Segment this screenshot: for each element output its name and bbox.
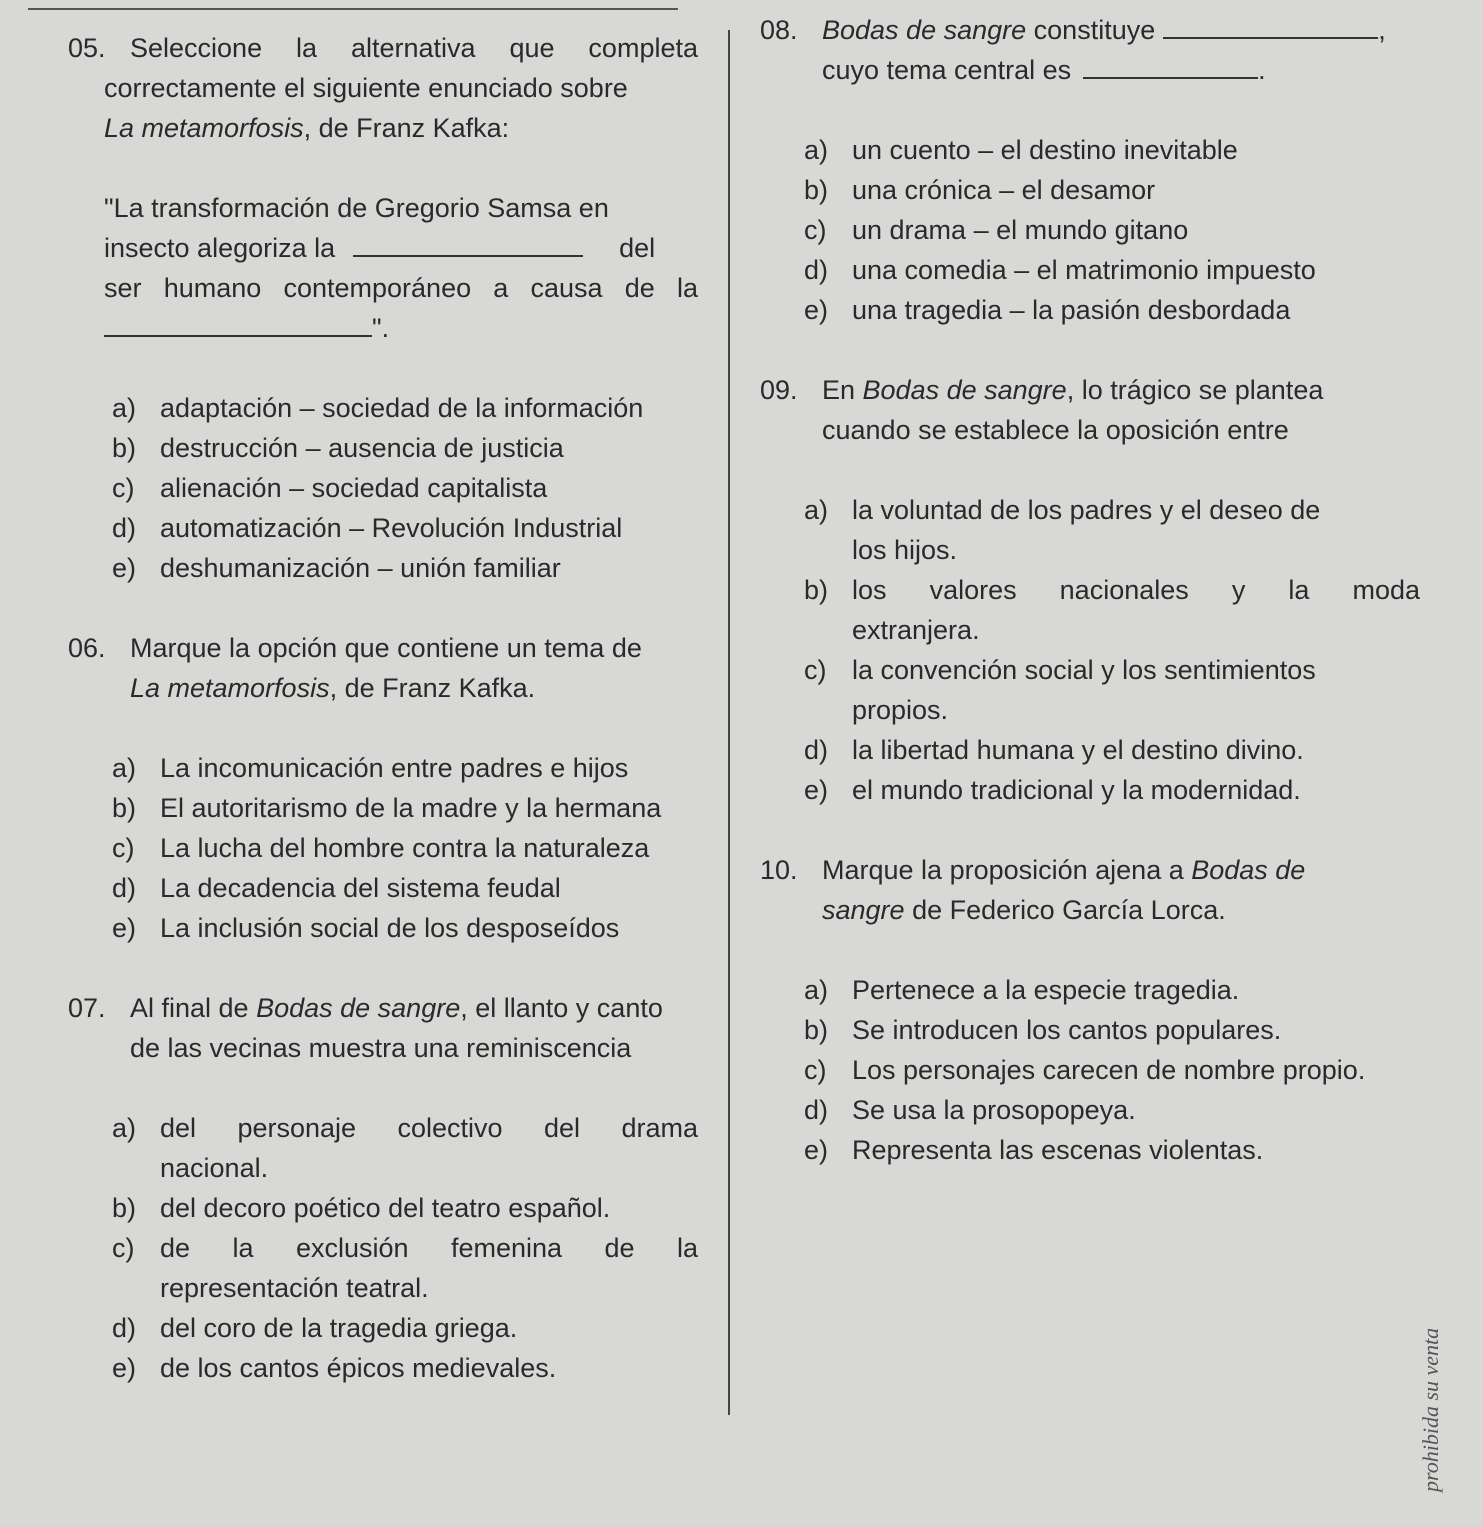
option-d[interactable] bbox=[68, 508, 698, 548]
question-number: 09. bbox=[760, 375, 798, 405]
work-author: , de Franz Kafka. bbox=[329, 673, 536, 703]
option-text: Se introducen los cantos populares. bbox=[852, 1015, 1282, 1045]
stem-text: , el llanto y canto bbox=[460, 993, 663, 1023]
work-title: Bodas de sangre bbox=[822, 15, 1027, 45]
work-title: La metamorfosis bbox=[104, 113, 304, 143]
option-text: La decadencia del sistema feudal bbox=[160, 873, 561, 903]
question-09 bbox=[760, 370, 1420, 810]
option-continuation bbox=[760, 530, 1420, 570]
answer-blank[interactable] bbox=[104, 313, 372, 337]
stem-text: cuyo tema central es bbox=[822, 55, 1072, 85]
option-text: la libertad humana y el destino divino. bbox=[852, 735, 1304, 765]
option-d[interactable] bbox=[760, 250, 1420, 290]
option-letter: e) bbox=[804, 775, 829, 805]
option-letter: e) bbox=[112, 553, 137, 583]
option-a[interactable] bbox=[760, 130, 1420, 170]
question-07 bbox=[68, 988, 698, 1388]
top-rule bbox=[28, 8, 678, 10]
option-text: de los cantos épicos medievales. bbox=[160, 1353, 557, 1383]
question-10 bbox=[760, 850, 1420, 1170]
option-text: de la exclusión femenina de la bbox=[160, 1233, 698, 1263]
option-letter: e) bbox=[112, 1353, 137, 1383]
stem-text: . bbox=[1258, 55, 1266, 85]
option-c[interactable] bbox=[68, 828, 698, 868]
option-text: Representa las escenas violentas. bbox=[852, 1135, 1264, 1165]
answer-blank[interactable] bbox=[1083, 55, 1258, 79]
option-letter: d) bbox=[804, 255, 829, 285]
option-letter: e) bbox=[804, 1135, 829, 1165]
option-letter: b) bbox=[804, 1015, 829, 1045]
work-title: La metamorfosis bbox=[130, 673, 330, 703]
option-b[interactable] bbox=[760, 170, 1420, 210]
option-letter: e) bbox=[804, 295, 829, 325]
option-a[interactable] bbox=[68, 1108, 698, 1148]
option-c[interactable] bbox=[760, 1050, 1420, 1090]
option-text: El autoritarismo de la madre y la hermana bbox=[160, 793, 662, 823]
option-continuation bbox=[68, 1268, 698, 1308]
option-letter: d) bbox=[112, 1313, 137, 1343]
option-letter: c) bbox=[112, 1233, 135, 1263]
work-title: sangre bbox=[822, 895, 905, 925]
question-stem-line: de las vecinas muestra una reminiscencia bbox=[130, 1033, 632, 1063]
option-text: extranjera. bbox=[852, 615, 980, 645]
option-letter: b) bbox=[112, 793, 137, 823]
option-text: propios. bbox=[852, 695, 949, 725]
option-letter: b) bbox=[804, 575, 829, 605]
option-letter: a) bbox=[804, 975, 829, 1005]
question-stem bbox=[822, 370, 1420, 410]
stem-text: En bbox=[822, 375, 863, 405]
option-continuation bbox=[760, 610, 1420, 650]
option-text: un drama – el mundo gitano bbox=[852, 215, 1189, 245]
option-letter: e) bbox=[112, 913, 137, 943]
question-stem-line: cuando se establece la oposición entre bbox=[822, 415, 1289, 445]
question-06 bbox=[68, 628, 698, 948]
work-title: Bodas de sangre bbox=[256, 993, 461, 1023]
option-text: una crónica – el desamor bbox=[852, 175, 1156, 205]
option-text: el mundo tradicional y la modernidad. bbox=[852, 775, 1301, 805]
quote-text: insecto alegoriza la bbox=[104, 233, 336, 263]
option-text: nacional. bbox=[160, 1153, 269, 1183]
question-stem-line bbox=[760, 890, 1420, 930]
option-letter: a) bbox=[804, 495, 829, 525]
option-text: Se usa la prosopopeya. bbox=[852, 1095, 1136, 1125]
option-b[interactable] bbox=[68, 788, 698, 828]
stem-text: , bbox=[1378, 15, 1386, 45]
option-text: Los personajes carecen de nombre propio. bbox=[852, 1055, 1366, 1085]
option-letter: d) bbox=[804, 1095, 829, 1125]
option-text: La inclusión social de los desposeídos bbox=[160, 913, 620, 943]
option-letter: b) bbox=[804, 175, 829, 205]
stem-text: , lo trágico se plantea bbox=[1066, 375, 1324, 405]
option-c[interactable] bbox=[68, 1228, 698, 1268]
option-letter: c) bbox=[112, 833, 135, 863]
question-stem: Seleccione la alternativa que completa bbox=[130, 33, 698, 63]
question-stem bbox=[822, 850, 1420, 890]
option-c[interactable] bbox=[760, 650, 1420, 690]
option-d[interactable] bbox=[68, 868, 698, 908]
option-letter: d) bbox=[112, 513, 137, 543]
option-e[interactable] bbox=[68, 548, 698, 588]
question-number: 10. bbox=[760, 855, 798, 885]
option-letter: d) bbox=[804, 735, 829, 765]
option-letter: a) bbox=[112, 753, 137, 783]
option-text: una tragedia – la pasión desbordada bbox=[852, 295, 1291, 325]
question-stem-line: correctamente el siguiente enunciado sobre bbox=[104, 73, 628, 103]
option-text: la convención social y los sentimientos bbox=[852, 655, 1316, 685]
option-e[interactable] bbox=[760, 770, 1420, 810]
option-text: deshumanización – unión familiar bbox=[160, 553, 561, 583]
option-text: La incomunicación entre padres e hijos bbox=[160, 753, 629, 783]
question-stem: Marque la opción que contiene un tema de bbox=[130, 633, 642, 663]
question-number: 07. bbox=[68, 993, 106, 1023]
work-title: Bodas de sangre bbox=[862, 375, 1067, 405]
question-number: 06. bbox=[68, 633, 106, 663]
watermark-text: prohibida su venta bbox=[1418, 1327, 1443, 1493]
option-text: representación teatral. bbox=[160, 1273, 429, 1303]
option-b[interactable] bbox=[760, 1010, 1420, 1050]
question-stem-line bbox=[68, 668, 698, 708]
option-text: La lucha del hombre contra la naturaleza bbox=[160, 833, 650, 863]
option-b[interactable] bbox=[68, 428, 698, 468]
work-title: Bodas de bbox=[1191, 855, 1306, 885]
option-a[interactable] bbox=[68, 388, 698, 428]
stem-text: constituye bbox=[1026, 15, 1156, 45]
right-column bbox=[760, 10, 1420, 1170]
quote-line: ser humano contemporáneo a causa de la bbox=[104, 273, 698, 303]
question-stem-line bbox=[760, 50, 1420, 90]
option-b[interactable] bbox=[68, 1188, 698, 1228]
option-letter: c) bbox=[112, 473, 135, 503]
question-stem bbox=[822, 10, 1420, 50]
option-b[interactable] bbox=[760, 570, 1420, 610]
column-divider bbox=[728, 30, 730, 1415]
option-a[interactable] bbox=[760, 970, 1420, 1010]
option-letter: a) bbox=[804, 135, 829, 165]
option-e[interactable] bbox=[68, 908, 698, 948]
question-05 bbox=[68, 28, 698, 588]
option-text: destrucción – ausencia de justicia bbox=[160, 433, 564, 463]
question-stem-line bbox=[68, 108, 698, 148]
stem-text: Al final de bbox=[130, 993, 257, 1023]
option-text: los hijos. bbox=[852, 535, 958, 565]
option-continuation bbox=[760, 690, 1420, 730]
question-stem bbox=[130, 988, 698, 1028]
option-e[interactable] bbox=[760, 290, 1420, 330]
option-letter: c) bbox=[804, 655, 827, 685]
stem-text: de Federico García Lorca. bbox=[904, 895, 1226, 925]
option-text: del personaje colectivo del drama bbox=[160, 1113, 698, 1143]
option-text: la voluntad de los padres y el deseo de bbox=[852, 495, 1321, 525]
option-letter: a) bbox=[112, 1113, 137, 1143]
option-text: adaptación – sociedad de la información bbox=[160, 393, 644, 423]
option-letter: d) bbox=[112, 873, 137, 903]
option-letter: c) bbox=[804, 215, 827, 245]
left-column bbox=[68, 28, 698, 1388]
option-text: una comedia – el matrimonio impuesto bbox=[852, 255, 1316, 285]
option-letter: a) bbox=[112, 393, 137, 423]
option-e[interactable] bbox=[760, 1130, 1420, 1170]
option-text: del decoro poético del teatro español. bbox=[160, 1193, 611, 1223]
option-text: automatización – Revolución Industrial bbox=[160, 513, 623, 543]
option-letter: c) bbox=[804, 1055, 827, 1085]
quote-close: ". bbox=[372, 313, 390, 343]
option-c[interactable] bbox=[760, 210, 1420, 250]
option-a[interactable] bbox=[68, 748, 698, 788]
option-text: los valores nacionales y la moda bbox=[852, 575, 1420, 605]
quote-text: del bbox=[619, 233, 656, 263]
question-08 bbox=[760, 10, 1420, 330]
option-text: un cuento – el destino inevitable bbox=[852, 135, 1238, 165]
option-d[interactable] bbox=[760, 1090, 1420, 1130]
work-author: , de Franz Kafka: bbox=[303, 113, 510, 143]
quote-line bbox=[68, 308, 698, 348]
option-letter: b) bbox=[112, 1193, 137, 1223]
option-text: del coro de la tragedia griega. bbox=[160, 1313, 518, 1343]
option-c[interactable] bbox=[68, 468, 698, 508]
option-e[interactable] bbox=[68, 1348, 698, 1388]
quote-line: "La transformación de Gregorio Samsa en bbox=[104, 193, 609, 223]
option-d[interactable] bbox=[68, 1308, 698, 1348]
option-text: alienación – sociedad capitalista bbox=[160, 473, 548, 503]
question-number: 05. bbox=[68, 33, 106, 63]
option-continuation bbox=[68, 1148, 698, 1188]
quote-line bbox=[68, 228, 698, 268]
option-a[interactable] bbox=[760, 490, 1420, 530]
question-number: 08. bbox=[760, 15, 798, 45]
answer-blank[interactable] bbox=[353, 233, 583, 257]
answer-blank[interactable] bbox=[1163, 15, 1378, 39]
option-d[interactable] bbox=[760, 730, 1420, 770]
option-text: Pertenece a la especie tragedia. bbox=[852, 975, 1240, 1005]
stem-text: Marque la proposición ajena a bbox=[822, 855, 1192, 885]
option-letter: b) bbox=[112, 433, 137, 463]
